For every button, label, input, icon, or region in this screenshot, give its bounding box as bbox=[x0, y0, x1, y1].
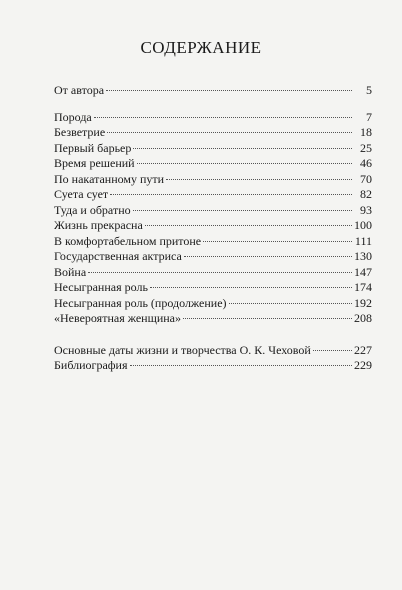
toc-entry-page-number: 70 bbox=[360, 171, 372, 186]
dot-leader bbox=[137, 162, 352, 164]
toc-entry bbox=[54, 187, 372, 203]
toc-entry-title: Основные даты жизни и творчества О. К. Чеховой bbox=[54, 342, 311, 357]
toc-group-intro bbox=[54, 83, 372, 99]
toc-group-appendix bbox=[54, 343, 372, 374]
dot-leader bbox=[130, 364, 353, 366]
toc-entry-title: Туда и обратно bbox=[54, 202, 131, 217]
dot-leader bbox=[94, 116, 352, 118]
toc-entry bbox=[54, 280, 372, 296]
toc-entry bbox=[54, 218, 372, 234]
toc-entry bbox=[54, 234, 372, 250]
dot-leader bbox=[203, 240, 352, 242]
toc-entry-title: Порода bbox=[54, 109, 92, 124]
dot-leader bbox=[110, 193, 352, 195]
toc-entry-page-number: 192 bbox=[354, 295, 372, 310]
toc-entry-title: Государственная актриса bbox=[54, 249, 182, 263]
dot-leader bbox=[313, 349, 352, 351]
dot-leader bbox=[184, 255, 352, 257]
toc-entry bbox=[54, 249, 372, 265]
dot-leader bbox=[88, 271, 352, 273]
dot-leader bbox=[183, 317, 352, 319]
toc-entry-title: Война bbox=[54, 264, 87, 279]
dot-leader bbox=[106, 89, 352, 91]
toc-entry-page-number: 46 bbox=[360, 156, 372, 170]
toc-entry-title: Безветрие bbox=[54, 125, 106, 139]
dot-leader bbox=[107, 131, 352, 133]
toc-entry bbox=[54, 311, 372, 327]
toc-entry-title: Несыгранная роль bbox=[54, 280, 148, 294]
toc-entry bbox=[54, 265, 372, 281]
toc-entry bbox=[54, 110, 372, 126]
toc-entry bbox=[54, 296, 372, 312]
toc-entry-page-number: 18 bbox=[360, 125, 372, 139]
toc-entry-page-number: 130 bbox=[354, 249, 372, 263]
toc-entry bbox=[54, 172, 372, 188]
toc-entry-page-number: 174 bbox=[354, 280, 372, 294]
spacer bbox=[54, 327, 372, 343]
toc-entry-page-number: 208 bbox=[354, 311, 372, 325]
toc-entry-page-number: 111 bbox=[354, 233, 372, 248]
page-title: СОДЕРЖАНИЕ bbox=[140, 38, 262, 57]
toc-entry bbox=[54, 83, 372, 99]
dot-leader bbox=[166, 178, 352, 180]
toc-entry bbox=[54, 203, 372, 219]
toc-entry bbox=[54, 141, 372, 157]
toc-entry-page-number: 82 bbox=[360, 187, 372, 201]
toc-entry-title: От автора bbox=[54, 83, 105, 97]
toc-entry bbox=[54, 125, 372, 141]
toc-entry bbox=[54, 343, 372, 359]
toc-entry-title: Суета сует bbox=[54, 187, 109, 201]
toc-entry-title: Жизнь прекрасна bbox=[54, 218, 143, 232]
toc-entry-title: Библиография bbox=[54, 358, 128, 372]
toc-entry-page-number: 7 bbox=[366, 109, 372, 124]
dot-leader bbox=[133, 147, 352, 149]
dot-leader bbox=[145, 224, 352, 226]
dot-leader bbox=[150, 286, 352, 288]
toc-entry-page-number: 25 bbox=[360, 140, 372, 155]
dot-leader bbox=[133, 209, 352, 211]
dot-leader bbox=[229, 302, 352, 304]
table-of-contents bbox=[54, 83, 372, 374]
toc-entry-title: Время решений bbox=[54, 156, 135, 170]
toc-entry bbox=[54, 156, 372, 172]
toc-entry-title: Первый барьер bbox=[54, 140, 132, 155]
toc-entry-title: «Невероятная женщина» bbox=[54, 311, 182, 325]
toc-entry-title: По накатанному пути bbox=[54, 171, 165, 186]
toc-entry-page-number: 5 bbox=[366, 83, 372, 97]
toc-entry-page-number: 229 bbox=[354, 358, 372, 372]
spacer bbox=[54, 99, 372, 110]
toc-entry-page-number: 147 bbox=[354, 264, 372, 279]
toc-entry-page-number: 227 bbox=[354, 342, 372, 357]
toc-entry-page-number: 93 bbox=[360, 202, 372, 217]
toc-entry bbox=[54, 358, 372, 374]
toc-group-chapters bbox=[54, 110, 372, 327]
toc-entry-title: В комфортабельном притоне bbox=[54, 233, 202, 248]
toc-entry-page-number: 100 bbox=[354, 218, 372, 232]
toc-entry-title: Несыгранная роль (продолжение) bbox=[54, 295, 227, 310]
